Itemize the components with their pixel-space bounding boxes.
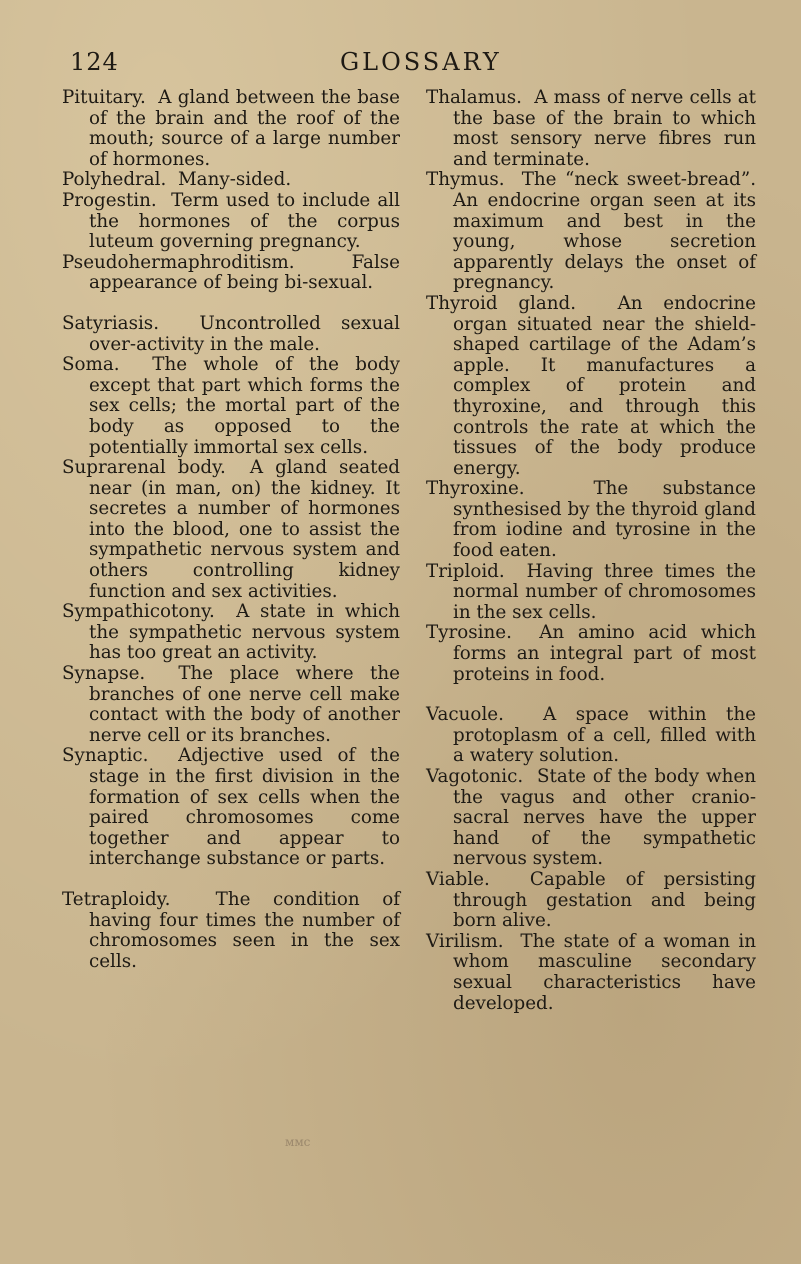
entry-definition: False appearance of being bi-sexual. [89,251,400,294]
entry-term: Vacuole. [426,704,504,726]
entry-term: Thalamus. [426,87,522,108]
entry-definition: State of the body when the vagus and other cranio-sacral nerves have the upper hand of the sympathetic nervous system. [453,766,756,870]
glossary-entry-triploid [426,562,756,624]
glossary-entry-pseudohermaphroditism [62,253,400,294]
glossary-entry-synaptic [62,746,400,870]
glossary-entry-synapse [62,664,400,746]
glossary-entry-tetraploidy [62,890,400,972]
page-number: 124 [70,48,119,76]
left-column [62,88,400,972]
entry-term: Suprarenal body. [62,457,226,479]
page-header [70,48,502,84]
entry-term: Virilism. [426,930,504,952]
entry-definition: The “neck sweet-bread”. An endocrine organ seen at its maximum and best in the young, whose secretion apparently delays the onset of pregnancy. [453,169,757,294]
glossary-entry-satyriasis [62,314,400,355]
glossary-entry-thyroxine [426,479,756,561]
entry-term: Tetraploidy. [62,888,171,910]
entry-definition: A gland between the base of the brain and the roof of the mouth; source of a large number of hormones. [89,87,400,170]
glossary-entry-thymus [426,170,756,294]
entry-term: Triploid. [426,560,505,582]
glossary-entry-polyhedral [62,170,400,191]
entry-term: Sympathicotony. [62,601,215,623]
entry-definition: Adjective used of the stage in the first division in the formation of sex cells when the paired chromosomes come together and appear to interchange substance or parts. [89,745,401,870]
entry-definition: Term used to include all the hormones of the corpus luteum governing pregnancy. [89,189,400,253]
entry-definition: An amino acid which forms an integral part of most proteins in food. [453,622,756,685]
entry-term: Synapse. [62,663,146,685]
entry-definition: Capable of persisting through gestation and being born alive. [453,868,757,932]
entry-definition: A mass of nerve cells at the base of the brain to which most sensory nerve fibres run and terminate. [453,87,756,170]
entry-definition: The state of a woman in whom masculine secondary sexual characteristics have developed. [453,930,757,1014]
right-column [426,88,756,1014]
running-title: GLOSSARY [340,48,502,76]
glossary-entry-pituitary [62,88,400,170]
entry-term: Satyriasis. [62,312,160,334]
entry-term: Soma. [62,354,120,376]
entry-term: Pituitary. [62,87,146,108]
entry-definition: Many-sided. [177,169,292,191]
entry-term: Pseudohermaphroditism. [62,251,295,273]
glossary-entry-suprarenal-body [62,458,400,602]
glossary-entry-sympathicotony [62,602,400,664]
entry-definition: The substance synthesised by the thyroid gland from iodine and tyrosine in the food eaten. [453,478,756,562]
entry-definition: A gland seated near (in man, on) the kidney. It secretes a number of hormones into the blood, one to assist the sympathetic nervous system and others controlling kidney function and sex activities. [89,457,401,602]
library-stamp-mark: ᴍᴍc [285,1135,311,1149]
entry-term: Thymus. [426,169,505,191]
glossary-entry-thalamus [426,88,756,170]
entry-definition: A state in which the sympathetic nervous system has too great an activity. [89,601,400,664]
entry-term: Progestin. [62,189,157,211]
entry-definition: A space within the protoplasm of a cell, filled with a watery solution. [453,704,756,767]
entry-definition: Uncontrolled sexual over-activity in the male. [89,312,400,355]
glossary-entry-thyroid-gland [426,294,756,479]
entry-definition: The condition of having four times the number of chromosomes seen in the sex cells. [89,888,400,972]
entry-definition: An endocrine organ situated near the shield-shaped cartilage of the Adam’s apple. It manufactures a complex of protein and thyroxine, and through this controls the rate at which the tissues of the body produce energy. [453,292,756,479]
entry-term: Thyroid gland. [426,292,577,314]
entry-definition: The whole of the body except that part which forms the sex cells; the mortal part of the body as opposed to the potentially immortal sex cells. [89,354,401,458]
glossary-entry-viable [426,870,756,932]
entry-definition: Having three times the normal number of chromosomes in the sex cells. [453,560,756,623]
entry-term: Polyhedral. [62,169,167,191]
entry-term: Synaptic. [62,745,149,767]
glossary-entry-tyrosine [426,623,756,685]
glossary-entry-vacuole [426,705,756,767]
entry-definition: The place where the branches of one nerve cell make contact with the body of another nerve cell or its branches. [89,663,401,746]
glossary-entry-vagotonic [426,767,756,870]
entry-term: Vagotonic. [426,766,524,787]
glossary-entry-virilism [426,932,756,1014]
glossary-entry-progestin [62,191,400,253]
entry-term: Thyroxine. [426,478,525,500]
entry-term: Viable. [426,868,490,890]
entry-term: Tyrosine. [426,622,512,644]
glossary-entry-soma [62,355,400,458]
